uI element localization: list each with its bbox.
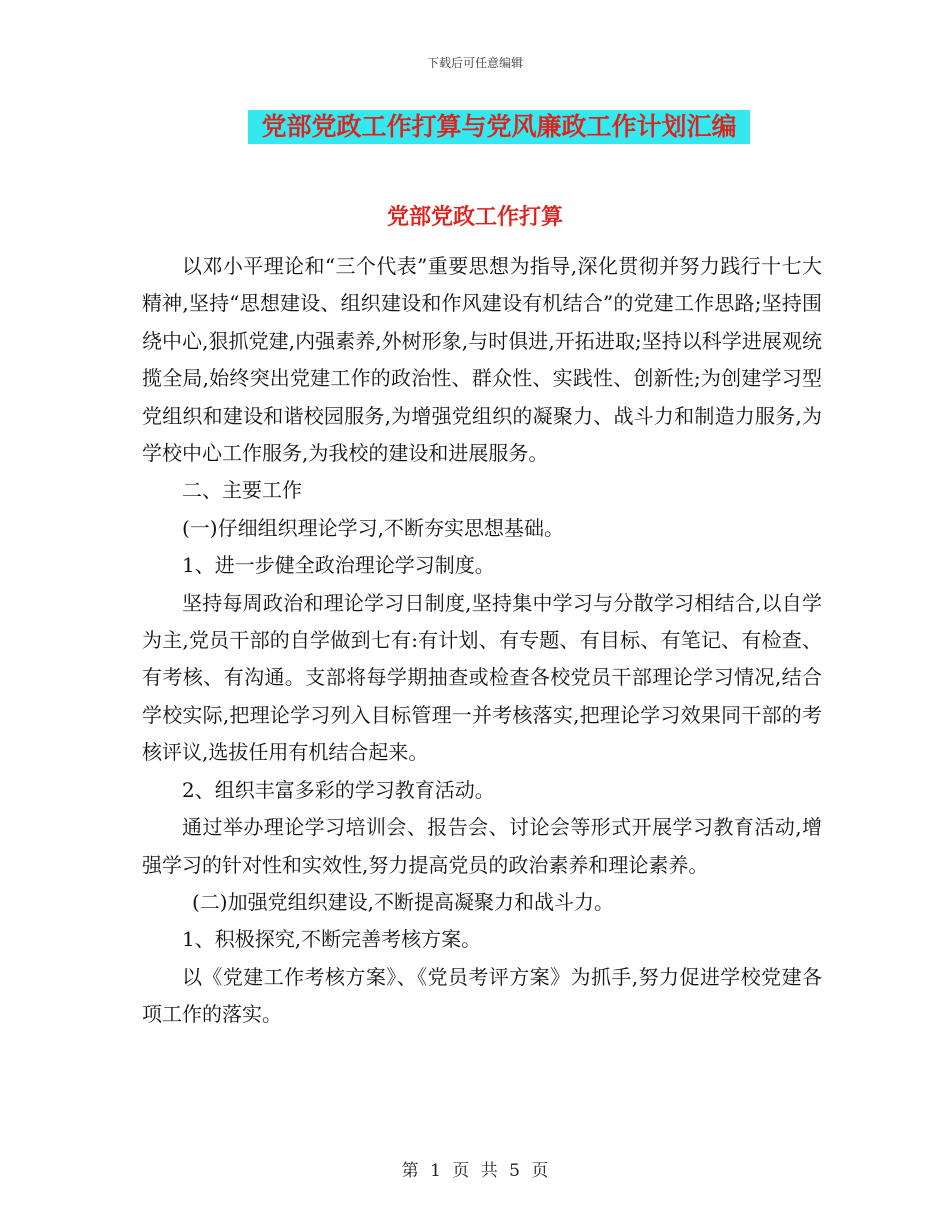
paragraph: 1、进一步健全政治理论学习制度。 (182, 553, 495, 578)
paragraph: 1、积极探究,不断完善考核方案。 (182, 927, 482, 952)
paragraph: 二、主要工作 (182, 478, 302, 503)
page-footer: 第 1 页 共 5 页 (401, 1161, 549, 1181)
header-note: 下载后可任意编辑 (426, 56, 523, 70)
section-title: 党部党政工作打算 (386, 204, 563, 230)
body-text (142, 248, 822, 1034)
paragraph: 通过举办理论学习培训会、报告会、讨论会等形式开展学习教育活动,增强学习的针对性和实效性,努力提高党员的政治素养和理论素养。 (142, 815, 822, 877)
paragraph: (一)仔细组织理论学习,不断夯实思想基础。 (182, 515, 564, 540)
paragraph: (二)加强党组织建设,不断提高凝聚力和战斗力。 (192, 889, 614, 914)
paragraph: 2、组织丰富多彩的学习教育活动。 (182, 777, 495, 802)
paragraph: 以邓小平理论和“三个代表”重要思想为指导,深化贯彻并努力践行十七大精神,坚持“思想建设、组织建设和作风建设有机结合”的党建工作思路;坚持围绕中心,狠抓党建,内强素养,外树形象,与时俱进,开拓进取;坚持以科学进展观统揽全局,始终突出党建工作的政治性、群众性、实践性、创新性;为创建学习型党组织和建设和谐校园服务,为增强党组织的凝聚力、战斗力和制造力服务,为学校中心工作服务,为我校的建设和进展服务。 (142, 254, 822, 466)
paragraph: 坚持每周政治和理论学习日制度,坚持集中学习与分散学习相结合,以自学为主,党员干部的自学做到七有:有计划、有专题、有目标、有笔记、有检查、有考核、有沟通。支部将每学期抽查或检查各校党员干部理论学习情况,结合学校实际,把理论学习列入目标管理一并考核落实,把理论学习效果同干部的考核评议,选拔任用有机结合起来。 (142, 590, 822, 765)
document-title: 党部党政工作打算与党风廉政工作计划汇编 (248, 110, 750, 144)
paragraph: 以《党建工作考核方案》、《党员考评方案》为抓手,努力促进学校党建各项工作的落实。 (142, 964, 822, 1027)
